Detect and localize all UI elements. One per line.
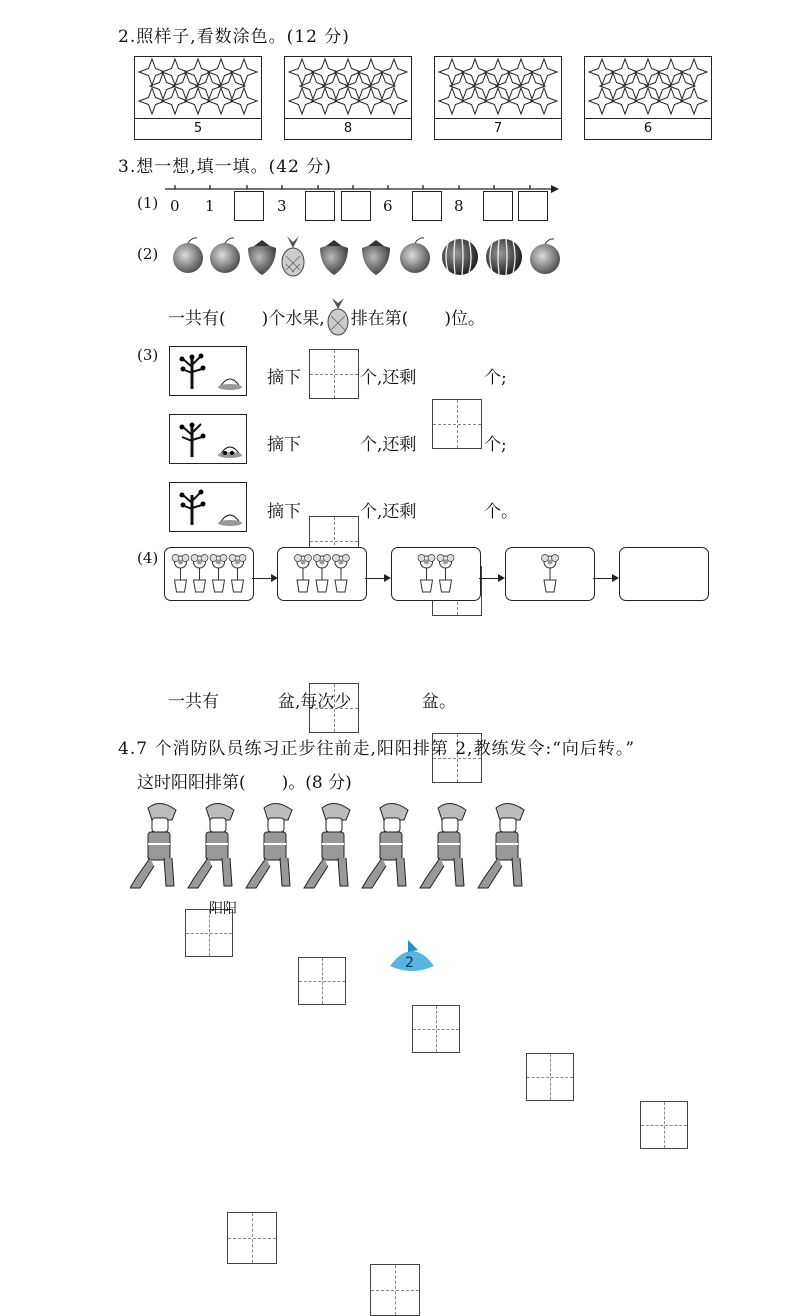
number-line-blank[interactable] [483, 191, 513, 221]
text: )个水果, [261, 308, 325, 329]
flower-pot-icon [314, 555, 331, 593]
star-card-1[interactable] [134, 56, 262, 140]
text: 个,还剩 [360, 502, 417, 522]
flower-box [164, 547, 254, 601]
firefighter-icon [304, 803, 350, 888]
number-line-blank[interactable] [234, 191, 264, 221]
firefighter-icon [362, 803, 408, 888]
text: 个; [484, 368, 507, 388]
flower-box-empty[interactable] [619, 547, 709, 601]
number-line-blank[interactable] [341, 191, 371, 221]
number-line-value: 0 [170, 197, 180, 215]
firefighter-row [130, 800, 540, 896]
answer-box[interactable] [370, 1264, 420, 1316]
answer-box[interactable] [526, 1053, 574, 1101]
star-grid-icon [435, 57, 561, 118]
q2-title: 2.照样子,看数涂色。(12 分) [118, 27, 350, 47]
star-card-2[interactable] [284, 56, 412, 140]
part3-label: (3) [137, 346, 159, 364]
flower-pots-icon [506, 548, 594, 600]
answer-box[interactable] [432, 399, 482, 449]
flower-pots-icon [278, 548, 366, 600]
flower-pot-icon [333, 555, 350, 593]
tree-icon [170, 347, 246, 395]
flower-pot-icon [295, 555, 312, 593]
tree-icon [170, 483, 246, 531]
arrow-icon [365, 578, 389, 579]
flower-pots-icon [620, 548, 708, 600]
q4-line2 [137, 768, 352, 793]
number-line-blank[interactable] [305, 191, 335, 221]
flower-pot-icon [210, 555, 227, 593]
tree-icon [170, 415, 246, 463]
number-line-blank[interactable] [412, 191, 442, 221]
text: )。(8 分) [281, 773, 352, 793]
strawberry-icon [320, 240, 348, 275]
card-number: 6 [585, 118, 711, 139]
number-line-blank[interactable] [518, 191, 548, 221]
firefighter-icon [246, 803, 292, 888]
tree-basket-image [169, 414, 247, 464]
answer-box[interactable] [298, 957, 346, 1005]
text: 一共有( [168, 308, 226, 329]
flower-pot-icon [191, 555, 208, 593]
arrow-icon [593, 578, 617, 579]
answer-box[interactable] [227, 1212, 277, 1264]
text: 盆,每次少 [278, 692, 352, 712]
tree-basket-image [169, 482, 247, 532]
flower-box [277, 547, 367, 601]
part4-label: (4) [137, 549, 159, 567]
arrow-icon [252, 578, 276, 579]
text: 个。 [484, 502, 518, 522]
q3-title: 3.想一想,填一填。(42 分) [118, 157, 332, 177]
pineapple-icon [325, 296, 351, 336]
watermelon-icon [486, 239, 522, 275]
flower-pot-icon [418, 555, 435, 593]
flower-pots-icon [165, 548, 253, 600]
watermelon-icon [442, 239, 478, 275]
text: 个; [484, 435, 507, 455]
firefighter-icon [130, 803, 176, 888]
flower-pot-icon [229, 555, 246, 593]
strawberry-icon [362, 240, 390, 275]
answer-box[interactable] [412, 1005, 460, 1053]
card-number: 5 [135, 118, 261, 139]
firefighter-icon [188, 803, 234, 888]
card-number: 7 [435, 118, 561, 139]
star-grid-icon [285, 57, 411, 118]
text: 个,还剩 [360, 435, 417, 455]
answer-box[interactable] [640, 1101, 688, 1149]
flower-pot-icon [172, 555, 189, 593]
number-line-value: 3 [277, 197, 287, 215]
text: 个,还剩 [360, 368, 417, 388]
flower-pot-icon [437, 555, 454, 593]
text: )位。 [444, 308, 485, 329]
number-line-value: 8 [454, 197, 464, 215]
text: 一共有 [168, 692, 219, 712]
text: 排在第( [350, 308, 409, 329]
apple-icon [530, 239, 560, 274]
part2-question [168, 296, 485, 336]
card-number: 8 [285, 118, 411, 139]
part1-label: (1) [137, 194, 159, 212]
text: 盆。 [422, 692, 456, 712]
flower-box [505, 547, 595, 601]
number-line-value: 6 [383, 197, 393, 215]
flower-box [391, 547, 481, 601]
apple-icon [400, 238, 430, 273]
apple-icon [173, 238, 203, 273]
arrow-icon [479, 578, 503, 579]
strawberry-icon [248, 240, 276, 275]
apple-icon [210, 238, 240, 273]
star-grid-icon [135, 57, 261, 118]
star-grid-icon [585, 57, 711, 118]
page-number: 2 [405, 955, 414, 971]
text: 摘下 [267, 502, 301, 522]
text: 这时阳阳排第( [137, 773, 246, 793]
tree-basket-image [169, 346, 247, 396]
star-card-3[interactable] [434, 56, 562, 140]
firefighter-icon [420, 803, 466, 888]
flower-pot-icon [542, 555, 559, 593]
fruit-row [170, 234, 570, 278]
q4-line1: 4.7 个消防队员练习正步往前走,阳阳排第 2,教练发令:“向后转。” [118, 739, 636, 759]
pineapple-icon [282, 236, 304, 276]
part2-label: (2) [137, 245, 159, 263]
yangyang-label: 阳阳 [209, 901, 237, 917]
text: 摘下 [267, 368, 301, 388]
text: 摘下 [267, 435, 301, 455]
answer-box[interactable] [309, 349, 359, 399]
firefighter-icon [478, 803, 524, 888]
number-line-value: 1 [205, 197, 215, 215]
star-card-4[interactable] [584, 56, 712, 140]
flower-pots-icon [392, 548, 480, 600]
